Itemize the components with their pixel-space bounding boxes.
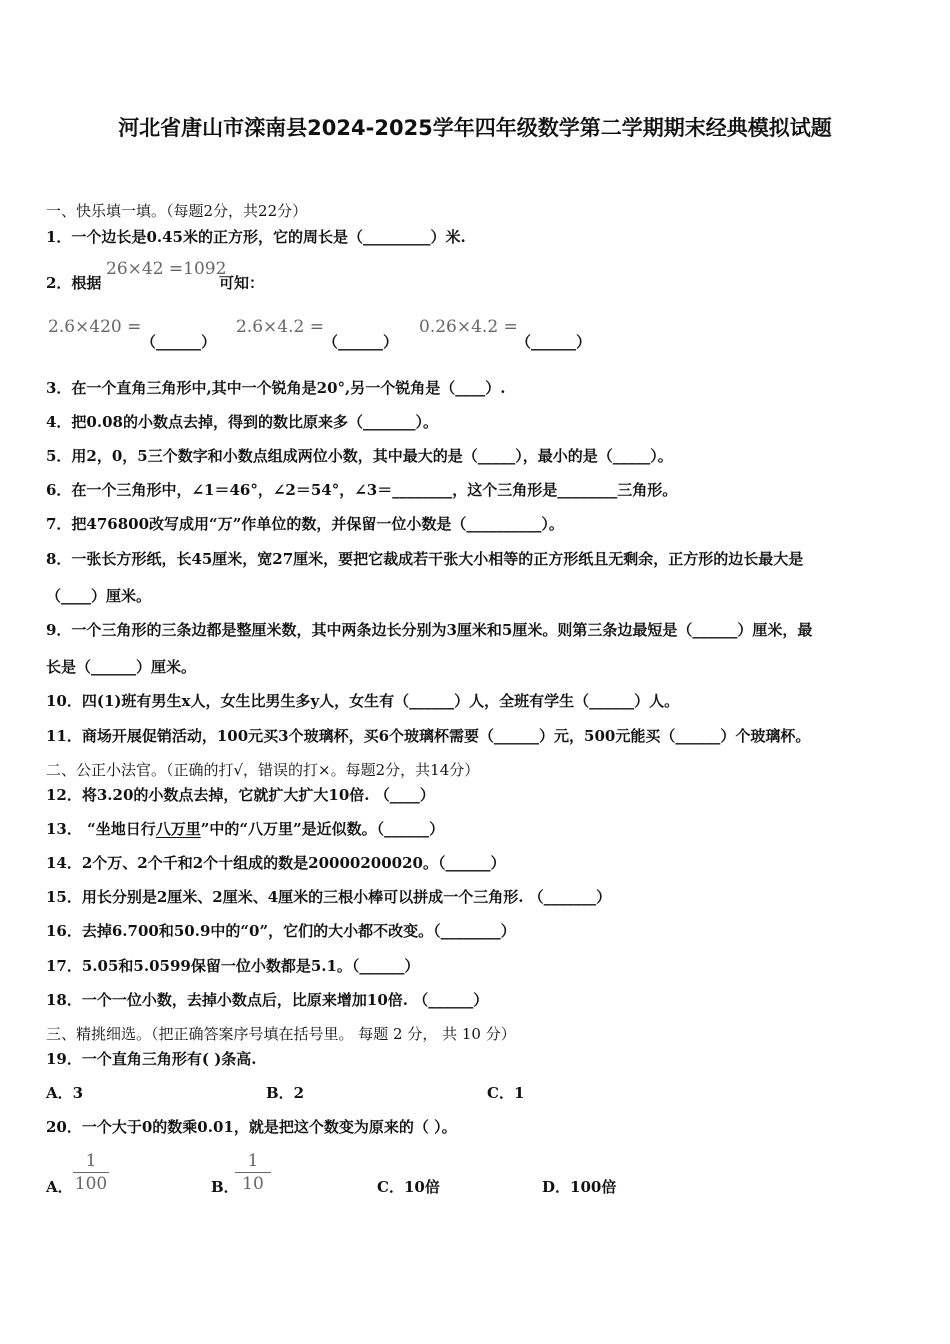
question-19-option-c: C．1 xyxy=(487,1084,525,1102)
section-3-heading: 三、精挑细选。（把正确答案序号填在括号里。 每题 2 分， 共 10 分） xyxy=(46,1025,516,1043)
question-15: 15．用长分别是2厘米、2厘米、4厘米的三根小棒可以拼成一个三角形. （_______） xyxy=(46,888,612,906)
question-19-option-b: B．2 xyxy=(266,1084,305,1102)
question-8-line-1: 8．一张长方形纸，长45厘米，宽27厘米，要把它裁成若干张大小相等的正方形纸且无剩余，正方形的边长最大是 xyxy=(46,550,804,568)
question-7: 7．把476800改写成用“万”作单位的数，并保留一位小数是（__________）。 xyxy=(46,515,564,533)
question-20-option-d: D．100倍 xyxy=(542,1178,617,1196)
question-2-formula: 26×42 =1092 xyxy=(106,259,227,279)
question-20-option-c: C．10倍 xyxy=(377,1178,440,1196)
question-16: 16．去掉6.700和50.9中的“0”，它们的大小都不改变。（________） xyxy=(46,922,516,940)
question-2-suffix: 可知： xyxy=(219,274,265,292)
question-19-option-a: A．3 xyxy=(46,1084,84,1102)
fraction-denominator: 100 xyxy=(74,1174,108,1194)
question-9-line-1: 9．一个三角形的三条边都是整厘米数，其中两条边长分别为3厘米和5厘米。则第三条边最短是（______）厘米，最 xyxy=(46,621,813,639)
question-2-prefix: 2．根据 xyxy=(46,274,102,292)
question-12: 12．将3.20的小数点去掉，它就扩大扩大10倍. （____） xyxy=(46,786,435,804)
question-13 xyxy=(46,819,444,839)
question-8-line-2: （____）厘米。 xyxy=(46,587,152,605)
question-10: 10．四(1)班有男生x人，女生比男生多y人，女生有（______）人，全班有学生（______）人。 xyxy=(46,692,680,710)
fraction-numerator: 1 xyxy=(73,1151,109,1173)
question-11: 11．商场开展促销活动，100元买3个玻璃杯，买6个玻璃杯需要（______）元，500元能买（______）个玻璃杯。 xyxy=(46,727,811,745)
question-13-prefix: 13． “坐地日行 xyxy=(46,820,156,838)
question-13-suffix: ”中的“八万里”是近似数。（______） xyxy=(200,820,445,838)
question-20-option-a: A． xyxy=(46,1178,73,1196)
question-13-underlined: 八万里 xyxy=(155,820,201,838)
section-2-heading: 二、公正小法官。（正确的打√，错误的打×。每题2分，共14分） xyxy=(46,761,480,779)
question-2-blank-3: （______） xyxy=(516,333,592,351)
question-3: 3．在一个直角三角形中,其中一个锐角是20°,另一个锐角是（____）. xyxy=(46,379,506,397)
question-5: 5．用2，0，5三个数字和小数点组成两位小数，其中最大的是（_____），最小的是（_____）。 xyxy=(46,447,673,465)
question-20: 20．一个大于0的数乘0.01，就是把这个数变为原来的（ ）。 xyxy=(46,1118,457,1136)
fraction-denominator: 10 xyxy=(242,1174,264,1194)
question-4: 4．把0.08的小数点去掉，得到的数比原来多（_______）。 xyxy=(46,413,438,431)
question-2-expr-1: 2.6×420 = xyxy=(48,317,142,337)
question-1: 1．一个边长是0.45米的正方形，它的周长是（_________）米. xyxy=(46,228,466,246)
question-2-expr-2: 2.6×4.2 = xyxy=(236,317,324,337)
question-18: 18．一个一位小数，去掉小数点后，比原来增加10倍. （______） xyxy=(46,991,489,1009)
section-1-heading: 一、快乐填一填。（每题2分，共22分） xyxy=(46,202,308,220)
fraction-numerator: 1 xyxy=(235,1151,271,1173)
page-title: 河北省唐山市滦南县2024-2025学年四年级数学第二学期期末经典模拟试题 xyxy=(118,116,832,140)
question-9-line-2: 长是（______）厘米。 xyxy=(46,658,197,676)
question-14: 14．2个万、2个千和2个十组成的数是20000200020。（______） xyxy=(46,854,506,872)
question-6: 6．在一个三角形中，∠1＝46°，∠2＝54°，∠3＝________，这个三角形是________三角形。 xyxy=(46,481,678,499)
question-2-expr-3: 0.26×4.2 = xyxy=(419,317,518,337)
question-20-option-b: B． xyxy=(211,1178,239,1196)
question-2-blank-2: （______） xyxy=(323,333,399,351)
question-19: 19．一个直角三角形有( )条高. xyxy=(46,1050,257,1068)
question-17: 17．5.05和5.0599保留一位小数都是5.1。（______） xyxy=(46,957,420,975)
question-2-blank-1: （______） xyxy=(141,333,217,351)
question-20-option-a-fraction xyxy=(73,1151,109,1194)
question-20-option-b-fraction xyxy=(235,1151,271,1194)
